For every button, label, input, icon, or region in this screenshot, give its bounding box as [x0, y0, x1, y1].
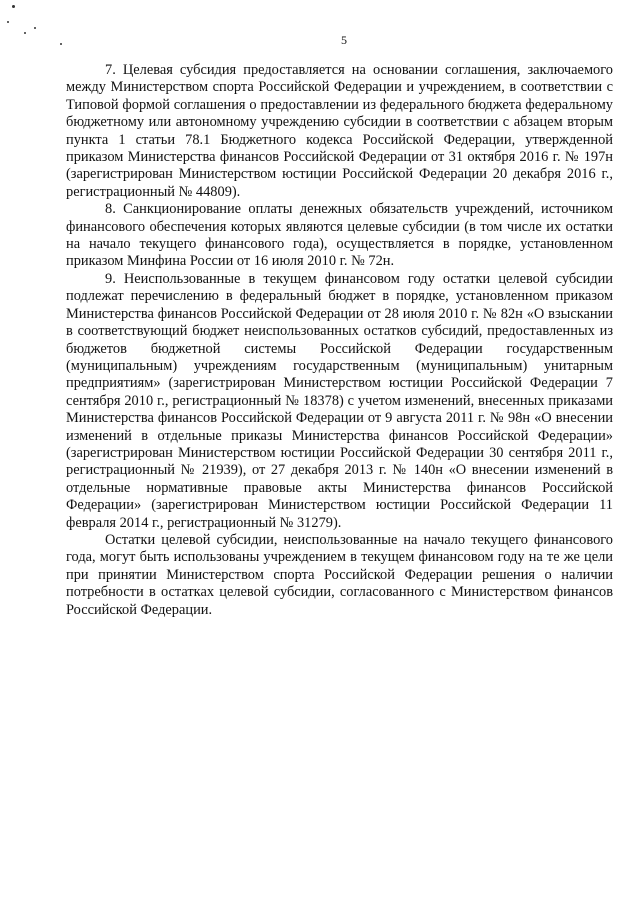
- paragraph-9: 9. Неиспользованные в текущем финансовом году остатки целевой субсидии подлежат перечислению в федеральный бюджет в порядке, установленном приказом Министерства финансов Российской Федерации от 28 июля 2010 г. № 82н «О взыскании в соответствующий бюджет неиспользованных остатков субсидий, предоставленных из бюджетов бюджетной системы Российской Федерации государственным (муниципальным) учреждениям государственным (муниципальным) унитарным предприятиям» (зарегистрирован Министерством юстиции Российской Федерации 7 сентября 2010 г., регистрационный № 18378) с учетом изменений, внесенных приказами Министерства финансов Российской Федерации от 9 августа 2011 г. № 98н «О внесении изменений в отдельные приказы Министерства финансов Российской Федерации» (зарегистрирован Министерством юстиции Российской Федерации 30 сентября 2011 г., регистрационный № 21939), от 27 декабря 2013 г. № 140н «О внесении изменений в отдельные нормативные правовые акты Министерства финансов Российской Федерации» (зарегистрирован Министерством юстиции Российской Федерации 11 февраля 2014 г., регистрационный № 31279).: [66, 270, 613, 531]
- paragraph-8: 8. Санкционирование оплаты денежных обязательств учреждений, источником финансового обеспечения которых являются целевые субсидии (в том числе их остатки на начало текущего финансового года), осуществляется в порядке, установленном приказом Минфина России от 16 июля 2010 г. № 72н.: [66, 201, 613, 270]
- paragraph-remainders: Остатки целевой субсидии, неиспользованные на начало текущего финансового года, могут быть использованы учреждением в текущем финансовом году на те же цели при принятии Министерством спорта Российской Федерации решения о наличии потребности в остатках целевой субсидии, согласованного с Министерством финансов Российской Федерации.: [66, 531, 613, 618]
- document-body: [66, 62, 613, 619]
- page-number: 5: [341, 33, 347, 47]
- scan-speck: [12, 5, 15, 8]
- paragraph-7: 7. Целевая субсидия предоставляется на основании соглашения, заключаемого между Министерством спорта Российской Федерации и учреждением, в соответствии с Типовой формой соглашения о предоставлении из федерального бюджета федеральному бюджетному или автономному учреждению субсидии в соответствии с абзацем вторым пункта 1 статьи 78.1 Бюджетного кодекса Российской Федерации, утвержденной приказом Министерства финансов Российской Федерации от 31 октября 2016 г. № 197н (зарегистрирован Министерством юстиции Российской Федерации 20 декабря 2016 г., регистрационный № 44809).: [66, 62, 613, 200]
- scan-speck: [34, 27, 36, 29]
- scan-speck: [7, 21, 9, 23]
